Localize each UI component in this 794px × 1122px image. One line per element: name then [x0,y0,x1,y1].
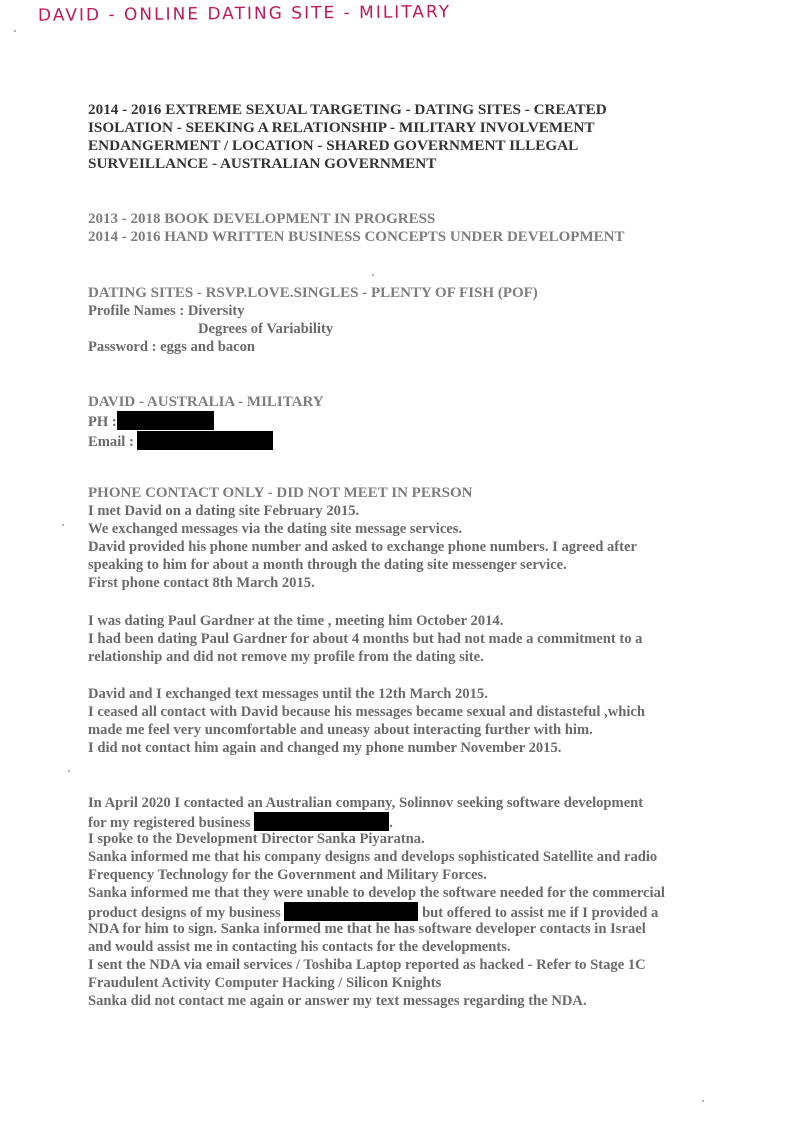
paragraph-line: I spoke to the Development Director Sanka Piyaratna. [88,831,425,847]
summary-section [88,101,754,173]
redaction-bar [284,902,418,921]
contact-heading: DAVID - AUSTRALIA - MILITARY [88,394,324,410]
redaction-bar [117,411,214,430]
business-label: for my registered business [88,815,251,831]
paragraph-line: Sanka informed me that they were unable to develop the software needed for the commercial [88,885,665,901]
redaction-bar [137,431,273,450]
paragraph-line: relationship and did not remove my profile from the dating site. [88,649,484,665]
handwritten-title: DAVID - ONLINE DATING SITE - MILITARY [37,2,452,26]
paragraph-line: I met David on a dating site February 2015. [88,503,360,519]
profile-name-2: Degrees of Variability [198,321,334,337]
dating-sites-heading: DATING SITES - RSVP.LOVE.SINGLES - PLENTY OF FISH (POF) [88,285,538,301]
scan-speck [68,770,70,772]
project-line: 2014 - 2016 HAND WRITTEN BUSINESS CONCEPTS UNDER DEVELOPMENT [88,229,625,245]
profile-names: Profile Names : Diversity [88,303,245,319]
redaction-bar [254,812,389,831]
scan-speck [62,524,64,526]
paragraph-line: Frequency Technology for the Government and Military Forces. [88,867,487,883]
phone-contact-heading: PHONE CONTACT ONLY - DID NOT MEET IN PERSON [88,485,473,501]
paragraph-line: David provided his phone number and asked to exchange phone numbers. I agreed after [88,539,637,555]
email-label: Email : [88,434,134,450]
phone-row [88,411,754,431]
projects-section [88,210,754,246]
paragraph-line: We exchanged messages via the dating site message services. [88,521,463,537]
scan-speck [702,1100,704,1102]
paragraph-line: Fraudulent Activity Computer Hacking / Silicon Knights [88,975,442,991]
project-line: 2013 - 2018 BOOK DEVELOPMENT IN PROGRESS [88,211,436,227]
summary-line: ENDANGERMENT / LOCATION - SHARED GOVERNMENT ILLEGAL [88,137,579,154]
summary-line: ISOLATION - SEEKING A RELATIONSHIP - MILITARY INVOLVEMENT [88,119,595,136]
paragraph-line: First phone contact 8th March 2015. [88,575,315,591]
offer-text: but offered to assist me if I provided a [422,905,659,921]
paragraph-line: made me feel very uncomfortable and uneasy about interacting further with him. [88,722,593,738]
paragraph-line: I ceased all contact with David because his messages became sexual and distasteful ,which [88,704,645,720]
period: . [389,815,393,831]
phone-label: PH : [88,414,117,430]
paragraph-line [88,902,754,920]
paragraph-line: I was dating Paul Gardner at the time , meeting him October 2014. [88,613,504,629]
paragraph-2 [88,612,754,666]
paragraph-line: Sanka did not contact me again or answer my text messages regarding the NDA. [88,993,587,1009]
paragraph-line: NDA for him to sign. Sanka informed me that he has software developer contacts in Israel [88,921,646,937]
paragraph-line [88,812,754,830]
password-line: Password : eggs and bacon [88,339,256,355]
summary-line: 2014 - 2016 EXTREME SEXUAL TARGETING - DATING SITES - CREATED [88,101,607,118]
business-label: product designs of my business [88,905,281,921]
email-row [88,431,754,451]
scan-speck [14,30,16,32]
paragraph-line: I did not contact him again and changed my phone number November 2015. [88,740,562,756]
paragraph-line: Sanka informed me that his company designs and develops sophisticated Satellite and radio [88,849,658,865]
paragraph-line: I had been dating Paul Gardner for about 4 months but had not made a commitment to a [88,631,643,647]
paragraph-line: In April 2020 I contacted an Australian company, Solinnov seeking software development [88,795,644,811]
paragraph-3 [88,685,754,757]
paragraph-line: David and I exchanged text messages until the 12th March 2015. [88,686,488,702]
summary-line: SURVEILLANCE - AUSTRALIAN GOVERNMENT [88,155,437,172]
paragraph-line: and would assist me in contacting his contacts for the developments. [88,939,511,955]
paragraph-line: I sent the NDA via email services / Toshiba Laptop reported as hacked - Refer to Stage 1C [88,957,646,973]
phone-contact-section [88,484,754,592]
solinnov-section [88,794,754,1010]
scan-speck [372,274,374,276]
paragraph-line: speaking to him for about a month through the dating site messenger service. [88,557,567,573]
dating-sites-section [88,284,754,356]
contact-section [88,393,754,451]
